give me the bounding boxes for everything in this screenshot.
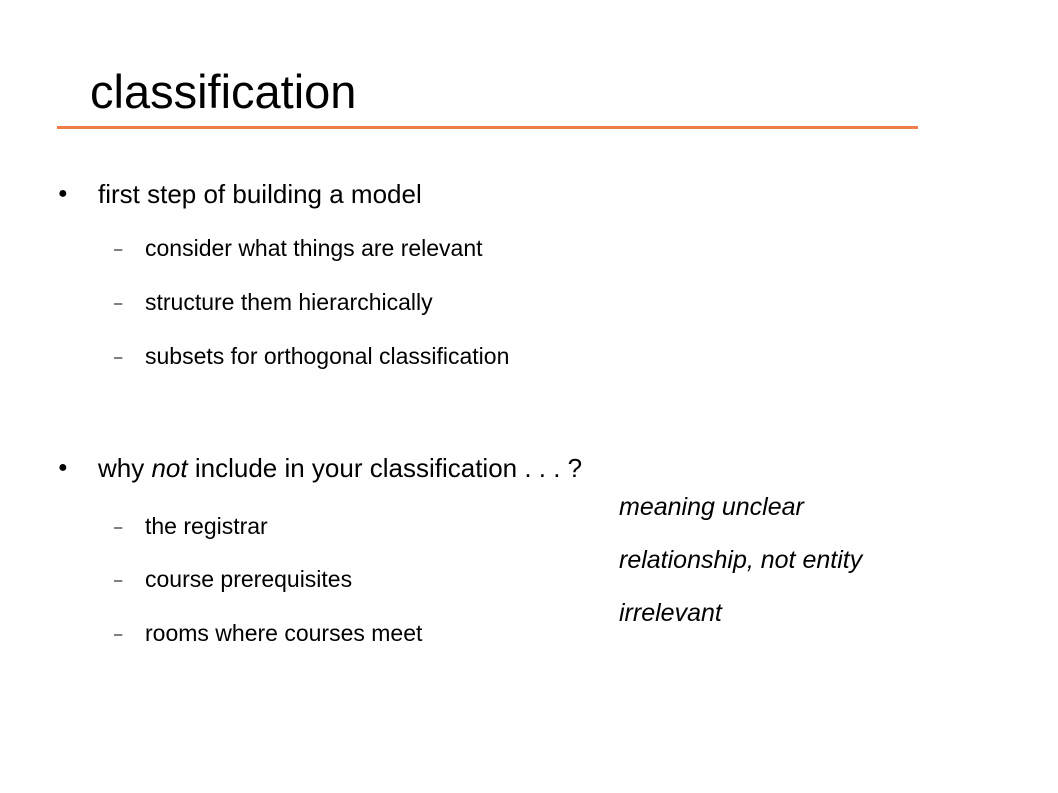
answer-relationship: relationship, not entity — [619, 546, 863, 574]
bullet-text — [98, 452, 582, 484]
bullet-text-end: include in your classification . . . ? — [187, 453, 583, 483]
dash-icon: – — [114, 241, 123, 258]
sub-item-text: rooms where courses meet — [145, 620, 423, 646]
sub-item-text: subsets for orthogonal classification — [145, 343, 510, 369]
title-underline — [57, 126, 918, 129]
sub-item-text: the registrar — [145, 513, 268, 539]
sub-item-text: course prerequisites — [145, 566, 353, 592]
dash-icon: – — [114, 626, 123, 643]
bullet-text: first step of building a model — [98, 179, 422, 209]
bullet-dot-icon: ● — [58, 459, 68, 476]
bullet-text-start: why — [98, 453, 152, 483]
answer-irrelevant: irrelevant — [619, 599, 722, 627]
answer-meaning-unclear: meaning unclear — [619, 493, 804, 521]
dash-icon: – — [114, 349, 123, 366]
sub-item-text: structure them hierarchically — [145, 289, 433, 315]
sub-item-text: consider what things are relevant — [145, 235, 483, 261]
slide-title: classification — [90, 65, 357, 118]
dash-icon: – — [114, 295, 123, 312]
bullet-text-emphasis: not — [151, 453, 188, 483]
dash-icon: – — [114, 519, 123, 536]
bullet-dot-icon: ● — [58, 185, 68, 202]
dash-icon: – — [114, 572, 123, 589]
